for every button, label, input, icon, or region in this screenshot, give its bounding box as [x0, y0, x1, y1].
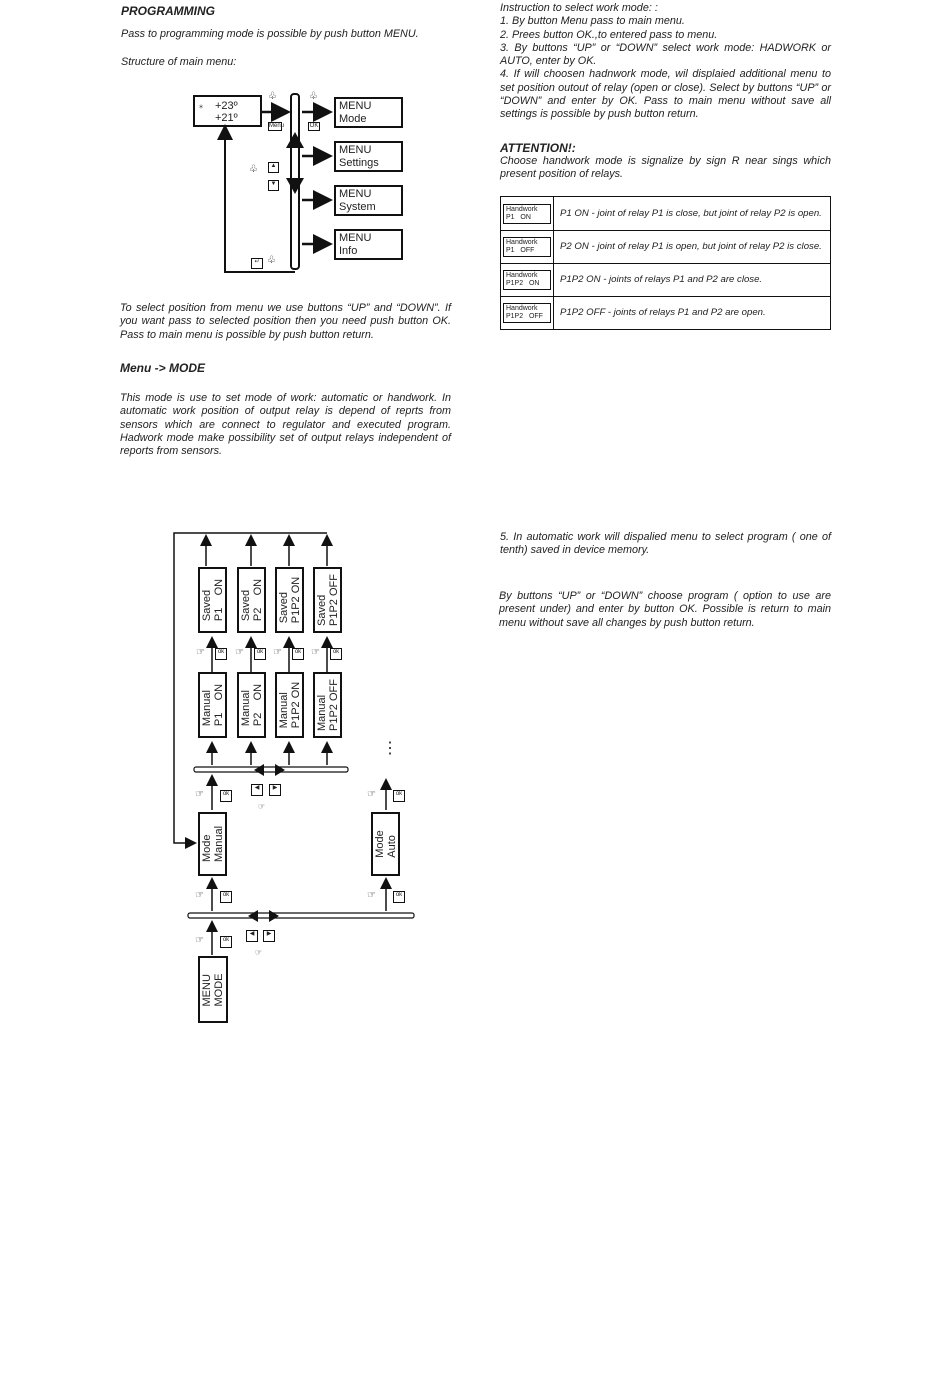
- left-button[interactable]: ◀: [246, 930, 258, 942]
- saved-p1p2-off-box[interactable]: [313, 567, 342, 633]
- instruction-line: 4. If will choosen hadnwork mode, wil displaied additional menu to set position outout of relay (open or close). Select by buttons “UP” or “DOWN” and enter by OK. Pass to main menu without save all settings is possible by push button return.: [500, 68, 831, 121]
- box-label: Manual P1P2 ON: [277, 681, 302, 729]
- box-label: Manual P2 ON: [239, 683, 264, 727]
- hand-icon: ☞: [258, 802, 266, 811]
- ok-button[interactable]: ok: [220, 790, 232, 802]
- right-button[interactable]: ▶: [269, 784, 281, 796]
- manual-p1p2-on-box[interactable]: [275, 672, 304, 738]
- hand-icon: ☞: [367, 890, 376, 901]
- menu-item-line2: Info: [339, 244, 358, 257]
- hand-icon: ☞: [255, 948, 263, 957]
- manual-p1-on-box[interactable]: [198, 672, 227, 738]
- page-title: PROGRAMMING: [121, 4, 215, 18]
- mode-auto-box[interactable]: [371, 812, 400, 876]
- handwork-label: Handwork P1 ON: [503, 204, 551, 224]
- menu-item-line1: MENU: [339, 232, 372, 244]
- menu-button[interactable]: Menu: [269, 123, 285, 129]
- right-button[interactable]: ▶: [263, 930, 275, 942]
- menu-item-line2: System: [339, 200, 376, 213]
- left-button[interactable]: ◀: [251, 784, 263, 796]
- box-label: Saved P2 ON: [239, 578, 264, 622]
- hand-icon: ☞: [273, 647, 282, 658]
- ok-button[interactable]: ok: [393, 891, 405, 903]
- menu-item-line2: Mode: [339, 112, 367, 125]
- hand-icon: ☞: [195, 935, 204, 946]
- ellipsis-icon: ⋮: [382, 740, 398, 757]
- hand-icon: ☞: [196, 647, 205, 658]
- saved-p1-on-box[interactable]: [198, 567, 227, 633]
- ok-button[interactable]: ok: [254, 648, 266, 660]
- choose-paragraph: By buttons “UP” or “DOWN” choose program ( option to use are present under) and enter by button OK. Possible is return to main menu without save all changes by push button return.: [499, 590, 831, 629]
- handwork-desc: P1P2 OFF - joints of relays P1 and P2 are open.: [554, 297, 831, 330]
- box-label: Saved P1 ON: [200, 578, 225, 622]
- attention-title: ATTENTION!:: [500, 141, 576, 155]
- menu-item-line2: Settings: [339, 156, 379, 169]
- handwork-desc: P1P2 ON - joints of relays P1 and P2 are close.: [554, 264, 831, 297]
- manual-p2-on-box[interactable]: [237, 672, 266, 738]
- ok-button[interactable]: ok: [220, 936, 232, 948]
- hand-icon: ☞: [311, 647, 320, 658]
- snowflake-icon: ⁎: [199, 101, 203, 110]
- manual-p1p2-off-box[interactable]: [313, 672, 342, 738]
- select-paragraph: To select position from menu we use buttons “UP” and “DOWN”. If you want pass to selected position then you need push button OK. Pass to main menu is possible by push button return.: [120, 302, 451, 341]
- instruction-line: 2. Prees button OK.,to entered pass to menu.: [500, 28, 718, 41]
- ok-button[interactable]: ok: [330, 648, 342, 660]
- hand-icon: ☞: [195, 890, 204, 901]
- instruction-line: Instruction to select work mode: :: [500, 2, 658, 14]
- handwork-desc: P1 ON - joint of relay P1 is close, but joint of relay P2 is open.: [554, 197, 831, 231]
- handwork-label: Handwork P1 OFF: [503, 237, 551, 257]
- hand-icon: ♧: [268, 91, 277, 102]
- ok-button[interactable]: ok: [215, 648, 227, 660]
- lcd-line1: +23º: [215, 100, 238, 112]
- hand-icon: ☞: [195, 789, 204, 800]
- ok-button[interactable]: ok: [292, 648, 304, 660]
- box-label: Manual P1P2 OFF: [315, 679, 340, 731]
- box-label: Saved P1P2 OFF: [315, 574, 340, 626]
- handwork-label: Handwork P1P2 OFF: [503, 303, 551, 323]
- mode-paragraph: This mode is use to set mode of work: automatic or handwork. In automatic work position of output relay is depend of reprts from sensors which are connect to regulator and executed program. Hadwork mode make possibility set of output relays independent of reports from sensors.: [120, 392, 451, 458]
- down-button[interactable]: ▼: [268, 180, 279, 191]
- saved-p2-on-box[interactable]: [237, 567, 266, 633]
- menu-mode-title: Menu -> MODE: [120, 361, 206, 375]
- auto-paragraph: 5. In automatic work will dispalied menu to select program ( one of tenth) saved in device memory.: [500, 531, 831, 557]
- intro-text: Pass to programming mode is possible by push button MENU.: [121, 28, 419, 40]
- menu-item-line1: MENU: [339, 188, 372, 200]
- instruction-line: 1. By button Menu pass to main menu.: [500, 15, 685, 28]
- box-label: Mode Auto: [373, 830, 398, 858]
- box-label: Saved P1P2 ON: [277, 576, 302, 624]
- structure-label: Structure of main menu:: [121, 56, 237, 68]
- handwork-desc: P2 ON - joint of relay P1 is open, but joint of relay P2 is close.: [554, 231, 831, 264]
- hand-icon: ☞: [367, 789, 376, 800]
- ok-button[interactable]: ok: [393, 790, 405, 802]
- handwork-label: Handwork P1P2 ON: [503, 270, 551, 290]
- saved-p1p2-on-box[interactable]: [275, 567, 304, 633]
- up-button[interactable]: ▲: [268, 162, 279, 173]
- box-label: Manual P1 ON: [200, 683, 225, 727]
- box-label: MENU MODE: [201, 973, 225, 1006]
- menu-item-line1: MENU: [339, 144, 372, 156]
- hand-icon: ☞: [235, 647, 244, 658]
- hand-icon: ♧: [249, 164, 258, 175]
- mode-manual-box[interactable]: [198, 812, 227, 876]
- instruction-line: 3. By buttons “UP” or “DOWN” select work mode: HADWORK or AUTO, enter by OK.: [500, 41, 831, 68]
- menu-mode-start-box[interactable]: [198, 956, 228, 1023]
- lcd-line2: +21º: [215, 112, 238, 124]
- hand-icon: ♧: [309, 91, 318, 102]
- return-button[interactable]: ↵: [251, 258, 263, 269]
- menu-item-line1: MENU: [339, 100, 372, 112]
- ok-button[interactable]: OK: [309, 123, 319, 129]
- box-label: Mode Manual: [200, 825, 225, 863]
- ok-button[interactable]: ok: [220, 891, 232, 903]
- attention-text: Choose handwork mode is signalize by sign R near sings which present position of relays.: [500, 155, 831, 181]
- hand-icon: ♧: [267, 255, 276, 266]
